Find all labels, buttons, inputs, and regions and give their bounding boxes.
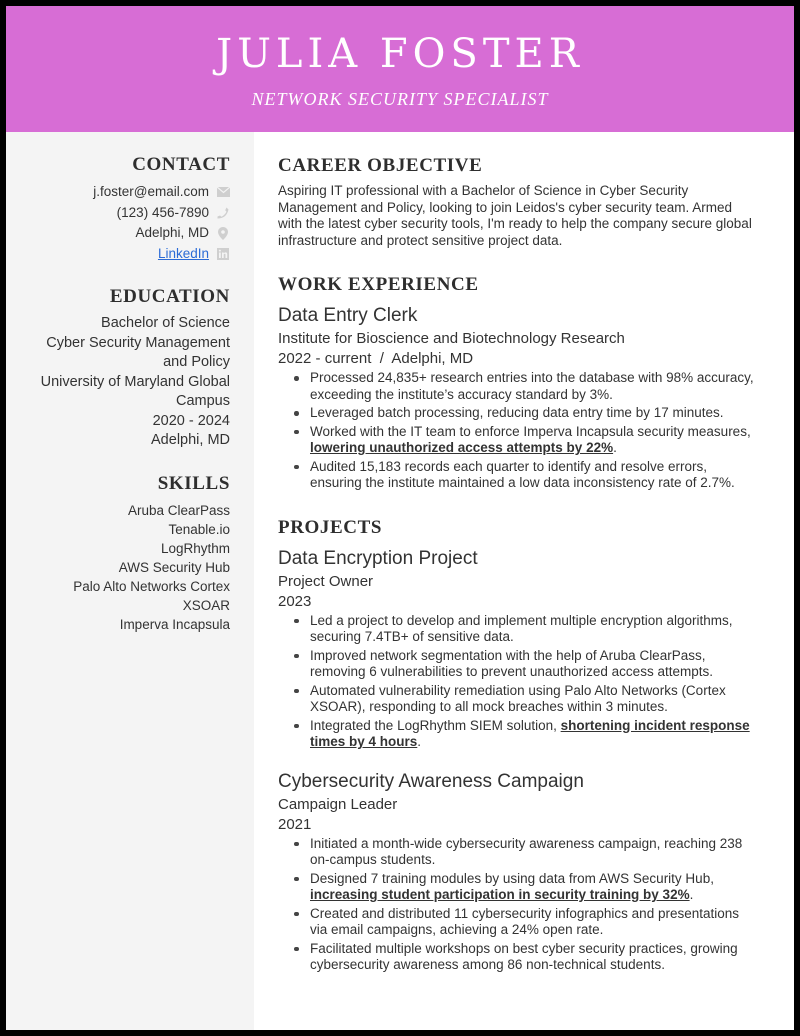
highlight: shortening incident response times by 4 hours [310, 717, 750, 749]
contact-phone [6, 203, 230, 224]
major-line-2: and Policy [163, 354, 230, 370]
location-text: Adelphi, MD [135, 225, 209, 240]
objective-heading: CAREER OBJECTIVE [278, 155, 483, 176]
education-years: 2020 - 2024 [152, 412, 230, 429]
phone-icon [216, 206, 230, 220]
skill-item: Aruba ClearPass [127, 502, 230, 518]
projects-section [278, 516, 754, 974]
skill-item: XSOAR [182, 597, 230, 613]
education-location: Adelphi, MD [151, 432, 230, 448]
map-pin-icon [216, 226, 230, 240]
skill-item: Imperva Incapsula [119, 616, 230, 632]
project-year: 2021 [278, 815, 312, 833]
email-text: j.foster@email.com [93, 184, 209, 199]
bullet-item: Led a project to develop and implement multiple encryption algorithms, securing 7.4TB+ of sensitive data. [288, 613, 754, 646]
bullet-item: Automated vulnerability remediation using Palo Alto Networks (Cortex XSOAR), responding to all mock breaches within 3 minutes. [288, 683, 754, 716]
phone-text: (123) 456-7890 [116, 204, 209, 220]
bullet-item: Improved network segmentation with the help of Aruba ClearPass, removing 6 vulnerabilities to prevent unauthorized access attempts. [288, 648, 754, 681]
project-role: Project Owner [278, 572, 374, 590]
highlight: increasing student participation in security training by 32% [310, 887, 690, 902]
envelope-icon [216, 185, 230, 199]
sidebar [6, 132, 254, 1030]
bullet-item: Worked with the IT team to enforce Imperva Incapsula security measures, lowering unauthorized access attempts by 22%. [288, 424, 754, 457]
job-bullets [278, 370, 754, 492]
major-line-1: Cyber Security Management [46, 334, 230, 351]
job-dates: 2022 - current / Adelphi, MD [278, 350, 474, 367]
experience-heading: WORK EXPERIENCE [278, 274, 479, 295]
linkedin-link[interactable]: LinkedIn [157, 245, 209, 261]
project-bullets [278, 613, 754, 751]
highlight: lowering unauthorized access attempts by 22% [310, 440, 614, 455]
candidate-title: NETWORK SECURITY SPECIALIST [251, 89, 549, 109]
bullet-item: Leveraged batch processing, reducing data entry time by 17 minutes. [288, 405, 754, 422]
contact-location [6, 223, 230, 244]
bullet-item: Designed 7 training modules by using data from AWS Security Hub, increasing student participation in security training by 32%. [288, 871, 754, 904]
contact-section [6, 154, 230, 264]
project-entry [278, 546, 754, 751]
project-title: Cybersecurity Awareness Campaign [278, 770, 584, 792]
school-line-1: University of Maryland Global [40, 373, 230, 390]
experience-section [278, 273, 754, 492]
project-entry [278, 769, 754, 974]
skill-item: AWS Security Hub [118, 559, 230, 575]
skill-item: LogRhythm [160, 540, 230, 556]
bullet-item: Initiated a month-wide cybersecurity awareness campaign, reaching 238 on-campus students. [288, 836, 754, 869]
project-bullets [278, 836, 754, 974]
main-content [254, 132, 794, 1030]
bullet-item: Created and distributed 11 cybersecurity infographics and presentations via email campaigns, achieving a 24% open rate. [288, 906, 754, 939]
project-year: 2023 [278, 592, 312, 610]
skills-section [6, 473, 230, 634]
school-line-2: Campus [176, 393, 230, 409]
contact-email [6, 182, 230, 203]
project-role: Campaign Leader [278, 795, 398, 813]
skill-item: Palo Alto Networks Cortex [73, 578, 230, 594]
linkedin-icon [216, 247, 230, 261]
project-title: Data Encryption Project [278, 547, 478, 569]
bullet-item: Processed 24,835+ research entries into the database with 98% accuracy, exceeding the institute’s accuracy standard by 3%. [288, 370, 754, 403]
resume-header [6, 6, 794, 132]
job-entry [278, 303, 754, 492]
education-section [6, 286, 230, 451]
resume-page [6, 6, 794, 1030]
contact-heading: CONTACT [132, 154, 230, 175]
bullet-item: Facilitated multiple workshops on best cyber security practices, growing cybersecurity awareness among 86 non-technical students. [288, 941, 754, 974]
objective-section [278, 154, 754, 249]
objective-text: Aspiring IT professional with a Bachelor of Science in Cyber Security Management and Policy, looking to join Leidos's cyber security team. Armed with the latest cyber security tools, I'm ready to help the company secure global infrastructure and protect sensitive project data. [278, 183, 752, 248]
bullet-item: Audited 15,183 records each quarter to identify and resolve errors, ensuring the institute maintained a low data inconsistency rate of 2.7%. [288, 459, 754, 492]
education-heading: EDUCATION [109, 286, 230, 307]
skill-item: Tenable.io [168, 521, 230, 537]
job-org: Institute for Bioscience and Biotechnology Research [278, 330, 625, 347]
bullet-item: Integrated the LogRhythm SIEM solution, shortening incident response times by 4 hours. [288, 718, 754, 751]
skills-heading: SKILLS [157, 472, 230, 494]
candidate-name: JULIA FOSTER [216, 31, 584, 77]
projects-heading: PROJECTS [278, 516, 383, 538]
contact-linkedin [6, 244, 230, 265]
job-title: Data Entry Clerk [278, 305, 418, 326]
degree: Bachelor of Science [101, 315, 230, 331]
